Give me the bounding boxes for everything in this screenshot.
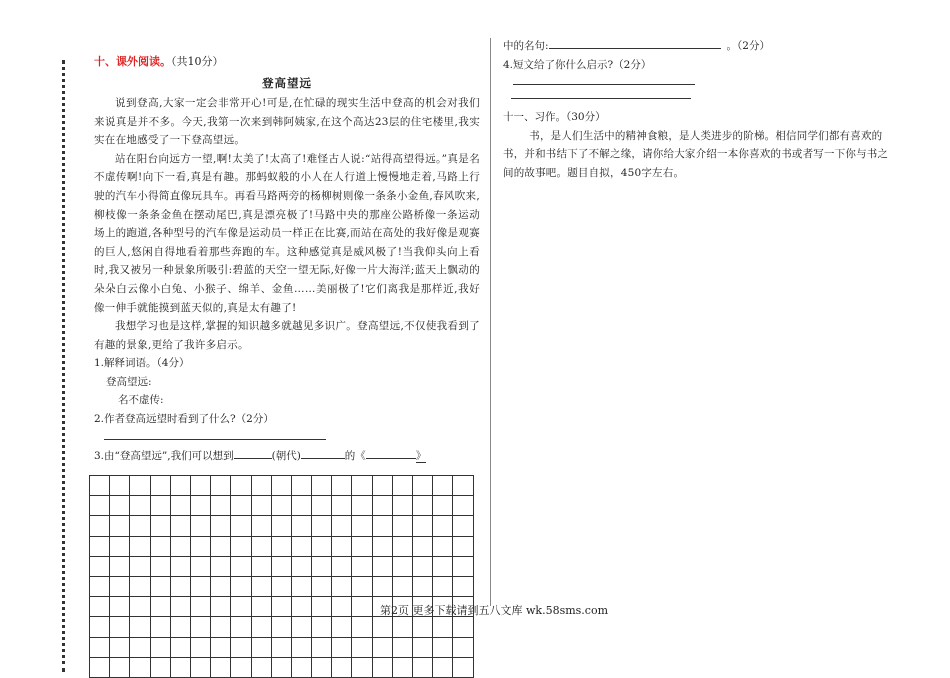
grid-cell[interactable] [151,476,171,496]
grid-cell[interactable] [211,537,231,557]
grid-cell[interactable] [312,496,332,516]
grid-cell[interactable] [352,496,372,516]
grid-cell[interactable] [90,537,110,557]
grid-cell[interactable] [171,496,191,516]
grid-cell[interactable] [352,617,372,637]
grid-cell[interactable] [413,557,433,577]
grid-cell[interactable] [272,496,292,516]
grid-cell[interactable] [211,496,231,516]
grid-cell[interactable] [130,476,150,496]
grid-cell[interactable] [151,617,171,637]
grid-cell[interactable] [272,476,292,496]
right-column [503,36,893,182]
grid-cell[interactable] [90,557,110,577]
grid-cell[interactable] [191,597,211,617]
grid-cell[interactable] [453,537,473,557]
grid-cell[interactable] [272,658,292,678]
section-11-title: 十一、习作。（30分） [503,111,606,123]
grid-cell[interactable] [413,516,433,536]
grid-cell[interactable] [352,476,372,496]
grid-cell[interactable] [130,577,150,597]
question-3 [94,446,480,466]
grid-cell[interactable] [90,476,110,496]
grid-cell[interactable] [191,537,211,557]
grid-cell[interactable] [393,617,413,637]
grid-cell[interactable] [393,516,413,536]
grid-cell[interactable] [453,658,473,678]
grid-cell[interactable] [171,577,191,597]
grid-cell[interactable] [90,617,110,637]
grid-cell[interactable] [231,496,251,516]
poem-open: 的《 [344,450,366,463]
grid-cell[interactable] [110,617,130,637]
grid-cell[interactable] [110,577,130,597]
grid-cell[interactable] [433,577,453,597]
grid-cell[interactable] [252,617,272,637]
grid-cell[interactable] [352,557,372,577]
grid-cell[interactable] [130,557,150,577]
question-4-answer-line-2 [511,98,691,99]
grid-cell[interactable] [252,597,272,617]
grid-cell[interactable] [171,597,191,617]
grid-cell[interactable] [433,638,453,658]
grid-cell[interactable] [130,496,150,516]
famous-line-label: 中的名句: [503,40,549,52]
grid-cell[interactable] [433,617,453,637]
grid-cell[interactable] [110,557,130,577]
grid-cell[interactable] [413,617,433,637]
grid-cell[interactable] [352,537,372,557]
grid-cell[interactable] [151,557,171,577]
poet-blank[interactable] [301,446,345,459]
grid-cell[interactable] [191,617,211,637]
grid-cell[interactable] [393,496,413,516]
question-4: 4.短文给了你什么启示?（2分） [503,58,652,71]
grid-cell[interactable] [352,577,372,597]
grid-cell[interactable] [252,638,272,658]
grid-cell[interactable] [272,537,292,557]
grid-cell[interactable] [393,476,413,496]
grid-cell[interactable] [272,638,292,658]
grid-cell[interactable] [231,537,251,557]
column-divider [490,38,491,606]
grid-cell[interactable] [130,597,150,617]
question-2-answer-area[interactable] [94,428,480,446]
grid-cell[interactable] [312,537,332,557]
question-1-word-2: 名不虚传: [118,394,164,407]
grid-cell[interactable] [332,658,352,678]
grid-cell[interactable] [332,638,352,658]
grid-cell[interactable] [292,496,312,516]
grid-cell[interactable] [171,537,191,557]
grid-cell[interactable] [292,557,312,577]
grid-cell[interactable] [211,577,231,597]
grid-cell[interactable] [332,597,352,617]
grid-cell[interactable] [191,496,211,516]
grid-cell[interactable] [130,658,150,678]
grid-cell[interactable] [332,537,352,557]
grid-cell[interactable] [332,476,352,496]
grid-cell[interactable] [151,537,171,557]
grid-cell[interactable] [110,476,130,496]
grid-cell[interactable] [272,617,292,637]
question-3-score: 。（2分） [726,40,770,52]
grid-cell[interactable] [292,516,312,536]
left-column [94,54,480,466]
grid-cell[interactable] [171,516,191,536]
grid-cell[interactable] [433,476,453,496]
grid-cell[interactable] [130,516,150,536]
grid-cell[interactable] [393,557,413,577]
grid-cell[interactable] [231,658,251,678]
grid-cell[interactable] [211,557,231,577]
grid-cell[interactable] [231,516,251,536]
question-1: 1.解释词语。（4分） [94,357,190,370]
grid-cell[interactable] [453,496,473,516]
grid-cell[interactable] [151,496,171,516]
grid-cell[interactable] [171,658,191,678]
grid-cell[interactable] [292,597,312,617]
grid-cell[interactable] [393,537,413,557]
grid-cell[interactable] [231,617,251,637]
poem-close: 》 [415,450,427,463]
grid-cell[interactable] [292,476,312,496]
grid-cell[interactable] [171,476,191,496]
grid-cell[interactable] [191,557,211,577]
grid-cell[interactable] [272,577,292,597]
grid-cell[interactable] [312,617,332,637]
grid-cell[interactable] [413,537,433,557]
grid-cell[interactable] [433,496,453,516]
grid-cell[interactable] [211,476,231,496]
grid-cell[interactable] [352,597,372,617]
grid-cell[interactable] [90,577,110,597]
grid-cell[interactable] [191,516,211,536]
grid-cell[interactable] [252,516,272,536]
grid-cell[interactable] [433,658,453,678]
dynasty-label: (朝代) [271,450,301,463]
grid-cell[interactable] [292,577,312,597]
grid-cell[interactable] [393,577,413,597]
grid-cell[interactable] [373,476,393,496]
grid-cell[interactable] [312,476,332,496]
grid-cell[interactable] [171,617,191,637]
famous-line-blank[interactable] [549,36,721,49]
grid-cell[interactable] [272,516,292,536]
question-3-continued [503,36,893,56]
grid-cell[interactable] [393,658,413,678]
grid-cell[interactable] [110,516,130,536]
grid-cell[interactable] [90,516,110,536]
grid-cell[interactable] [373,537,393,557]
grid-cell[interactable] [211,617,231,637]
grid-cell[interactable] [373,516,393,536]
grid-cell[interactable] [332,617,352,637]
grid-cell[interactable] [252,476,272,496]
grid-cell[interactable] [413,496,433,516]
grid-cell[interactable] [292,638,312,658]
passage-paragraph-3: 我想学习也是这样,掌握的知识越多就越见多识广。登高望远,不仅使我看到了有趣的景象,更给了我许多启示。 [94,320,480,351]
grid-cell[interactable] [292,537,312,557]
grid-cell[interactable] [130,537,150,557]
grid-cell[interactable] [312,597,332,617]
grid-cell[interactable] [393,638,413,658]
grid-cell[interactable] [373,577,393,597]
grid-cell[interactable] [453,557,473,577]
grid-cell[interactable] [312,516,332,536]
grid-cell[interactable] [191,577,211,597]
grid-cell[interactable] [211,638,231,658]
grid-cell[interactable] [151,597,171,617]
grid-cell[interactable] [373,638,393,658]
section-10-score: （共10分） [171,55,224,68]
grid-cell[interactable] [191,658,211,678]
grid-cell[interactable] [252,496,272,516]
grid-cell[interactable] [332,557,352,577]
grid-cell[interactable] [453,617,473,637]
grid-cell[interactable] [191,638,211,658]
grid-cell[interactable] [373,557,393,577]
grid-cell[interactable] [90,638,110,658]
passage-title: 登高望远 [262,76,312,90]
grid-cell[interactable] [453,577,473,597]
grid-cell[interactable] [231,476,251,496]
grid-cell[interactable] [433,557,453,577]
passage-paragraph-1: 说到登高,大家一定会非常开心!可是,在忙碌的现实生活中登高的机会对我们来说真是并不多。今天,我第一次来到韩阿姨家,在这个高达23层的住宅楼里,我实实在在地感受了一下登高望远。 [94,97,480,147]
grid-cell[interactable] [332,577,352,597]
grid-cell[interactable] [231,577,251,597]
grid-cell[interactable] [110,597,130,617]
grid-cell[interactable] [352,658,372,678]
question-1-word-1: 登高望远: [106,375,152,388]
grid-cell[interactable] [413,658,433,678]
grid-cell[interactable] [252,577,272,597]
grid-cell[interactable] [90,496,110,516]
grid-cell[interactable] [373,496,393,516]
grid-cell[interactable] [110,537,130,557]
grid-cell[interactable] [332,516,352,536]
grid-cell[interactable] [110,638,130,658]
grid-cell[interactable] [151,577,171,597]
grid-cell[interactable] [413,476,433,496]
grid-cell[interactable] [433,516,453,536]
grid-cell[interactable] [90,658,110,678]
grid-cell[interactable] [252,537,272,557]
grid-cell[interactable] [373,658,393,678]
grid-cell[interactable] [252,557,272,577]
section-10-title: 十、课外阅读。 [94,55,171,68]
section-10-heading [94,54,480,70]
poem-title-blank[interactable] [366,446,416,459]
grid-cell[interactable] [151,638,171,658]
grid-cell[interactable] [433,537,453,557]
grid-cell[interactable] [453,476,473,496]
grid-cell[interactable] [231,557,251,577]
dynasty-blank[interactable] [234,446,272,459]
grid-cell[interactable] [90,597,110,617]
grid-cell[interactable] [252,658,272,678]
page-footer: 第2页 更多下载请到五八文库 wk.58sms.com [380,604,608,617]
grid-cell[interactable] [352,638,372,658]
grid-cell[interactable] [312,658,332,678]
grid-cell[interactable] [231,597,251,617]
grid-cell[interactable] [130,617,150,637]
grid-cell[interactable] [110,658,130,678]
grid-cell[interactable] [413,577,433,597]
grid-cell[interactable] [130,638,150,658]
grid-cell[interactable] [453,516,473,536]
grid-cell[interactable] [171,557,191,577]
essay-writing-grid[interactable] [89,475,474,678]
question-3-text: 3.由“登高望远”,我们可以想到 [94,450,234,463]
question-4-answer-line-1 [513,84,695,85]
grid-cell[interactable] [272,597,292,617]
grid-cell[interactable] [332,496,352,516]
grid-cell[interactable] [352,516,372,536]
grid-cell[interactable] [151,516,171,536]
question-2-answer-line [104,439,326,440]
grid-cell[interactable] [110,496,130,516]
binding-dotted-line [62,60,65,672]
grid-cell[interactable] [211,597,231,617]
grid-cell[interactable] [453,638,473,658]
grid-cell[interactable] [211,658,231,678]
grid-cell[interactable] [231,638,251,658]
grid-cell[interactable] [373,617,393,637]
question-2: 2.作者登高远望时看到了什么?（2分） [94,412,274,425]
grid-cell[interactable] [312,638,332,658]
grid-cell[interactable] [312,557,332,577]
grid-cell[interactable] [292,617,312,637]
grid-cell[interactable] [151,658,171,678]
grid-cell[interactable] [292,658,312,678]
grid-cell[interactable] [272,557,292,577]
grid-cell[interactable] [191,476,211,496]
essay-prompt: 书，是人们生活中的精神食粮，是人类进步的阶梯。相信同学们都有喜欢的书，并和书结下了不解之缘，请你给大家介绍一本你喜欢的书或者写一下你与书之间的故事吧。题目自拟，450字左右。 [503,129,889,179]
grid-cell[interactable] [171,638,191,658]
question-4-answer-area-2[interactable] [503,93,893,107]
passage-paragraph-2: 站在阳台向远方一望,啊!太美了!太高了!难怪古人说:“站得高望得远。”真是名不虚传啊!向下一看,真是有趣。那蚂蚁般的小人在人行道上慢慢地走着,马路上行驶的汽车小得简直像玩具车。再看马路两旁的杨柳树则像一条条小金鱼,春风吹来,柳枝像一条条金鱼在摆动尾巴,真是漂亮极了!马路中央的那座公路桥像一条运动场上的跑道,各种型号的汽车像是运动员一样正在比赛,而站在高处的我好像是观赛的巨人,悠闲自得地看着那些奔跑的车。这种感觉真是威风极了!当我仰头向上看时,我又被另一种景象所吸引:碧蓝的天空一望无际,好像一片大海洋;蓝天上飘动的朵朵白云像小白兔、小猴子、绵羊、金鱼……美丽极了!它们离我是那样近,我好像一伸手就能摸到蓝天似的,真是太有趣了! [94,152,480,314]
grid-cell[interactable] [312,577,332,597]
grid-cell[interactable] [413,638,433,658]
question-4-answer-area-1[interactable] [503,74,893,93]
grid-cell[interactable] [211,516,231,536]
